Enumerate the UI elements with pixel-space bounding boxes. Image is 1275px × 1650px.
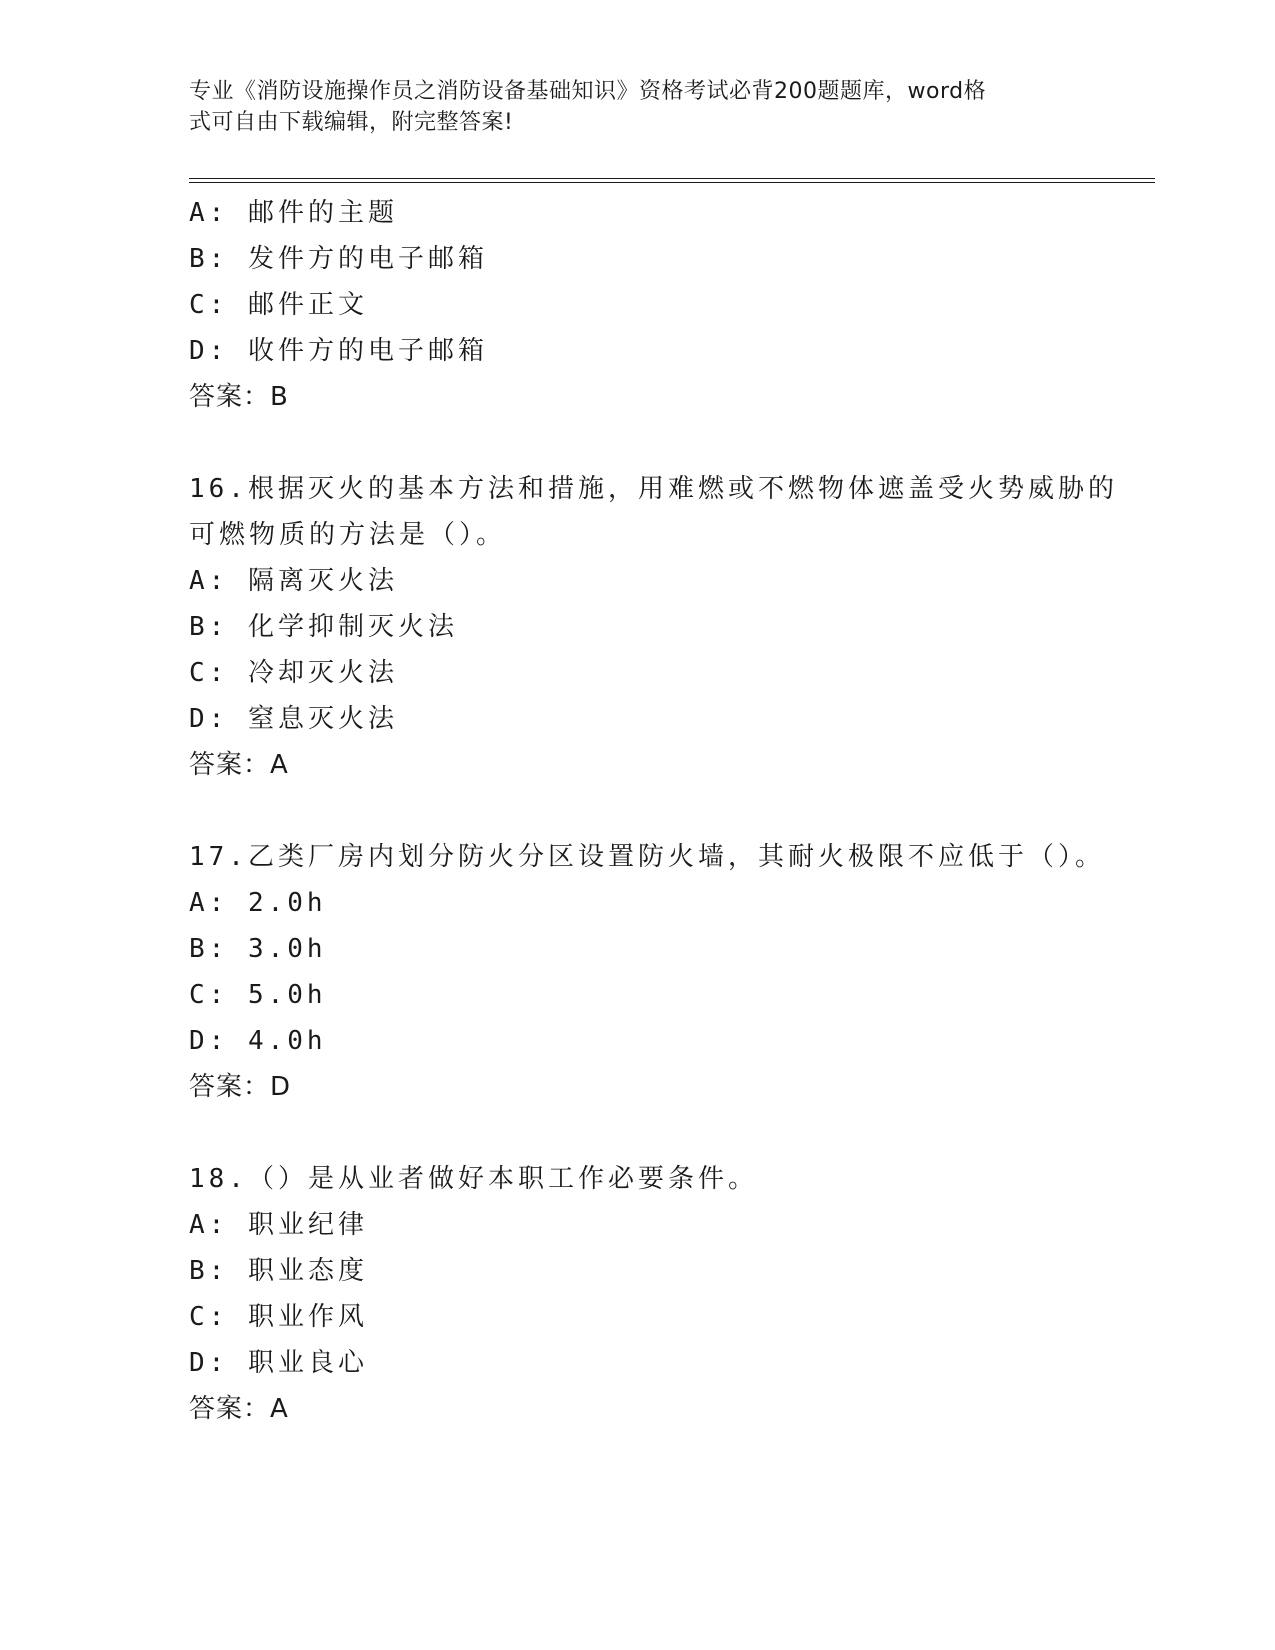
spacer	[189, 420, 1129, 466]
answer: 答案：D	[189, 1072, 292, 1102]
option-b: B: 化学抑制灭火法	[189, 612, 458, 642]
question-15	[189, 190, 1129, 420]
document-header	[189, 76, 1069, 138]
option-b: B: 职业态度	[189, 1256, 368, 1286]
question-16	[189, 466, 1129, 788]
answer: 答案：A	[189, 1394, 289, 1424]
answer: 答案：A	[189, 750, 289, 780]
option-a: A: 2.0h	[189, 888, 327, 918]
spacer	[189, 1110, 1129, 1156]
option-c: C: 冷却灭火法	[189, 658, 398, 688]
question-list	[189, 190, 1129, 1432]
question-stem-line-1: 18.（）是从业者做好本职工作必要条件。	[189, 1164, 758, 1194]
option-a: A: 隔离灭火法	[189, 566, 398, 596]
header-line-1: 专业《消防设施操作员之消防设备基础知识》资格考试必背200题题库，word格	[189, 79, 987, 104]
answer: 答案：B	[189, 382, 289, 412]
question-stem-line-1: 16.根据灭火的基本方法和措施，用难燃或不燃物体遮盖受火势威胁的	[189, 474, 1118, 504]
option-d: D: 职业良心	[189, 1348, 368, 1378]
option-b: B: 发件方的电子邮箱	[189, 244, 488, 274]
question-17	[189, 834, 1129, 1110]
header-line-2: 式可自由下载编辑，附完整答案!	[189, 110, 514, 135]
question-stem-line-1: 17.乙类厂房内划分防火分区设置防火墙，其耐火极限不应低于（）。	[189, 842, 1105, 872]
option-b: B: 3.0h	[189, 934, 327, 964]
header-double-rule	[189, 178, 1155, 183]
option-c: C: 职业作风	[189, 1302, 368, 1332]
question-18	[189, 1156, 1129, 1432]
option-a: A: 邮件的主题	[189, 198, 398, 228]
option-d: D: 收件方的电子邮箱	[189, 336, 488, 366]
question-stem-line-2: 可燃物质的方法是（）。	[189, 520, 507, 550]
spacer	[189, 788, 1129, 834]
option-d: D: 4.0h	[189, 1026, 327, 1056]
option-c: C: 邮件正文	[189, 290, 368, 320]
option-c: C: 5.0h	[189, 980, 327, 1010]
option-d: D: 窒息灭火法	[189, 704, 398, 734]
option-a: A: 职业纪律	[189, 1210, 368, 1240]
